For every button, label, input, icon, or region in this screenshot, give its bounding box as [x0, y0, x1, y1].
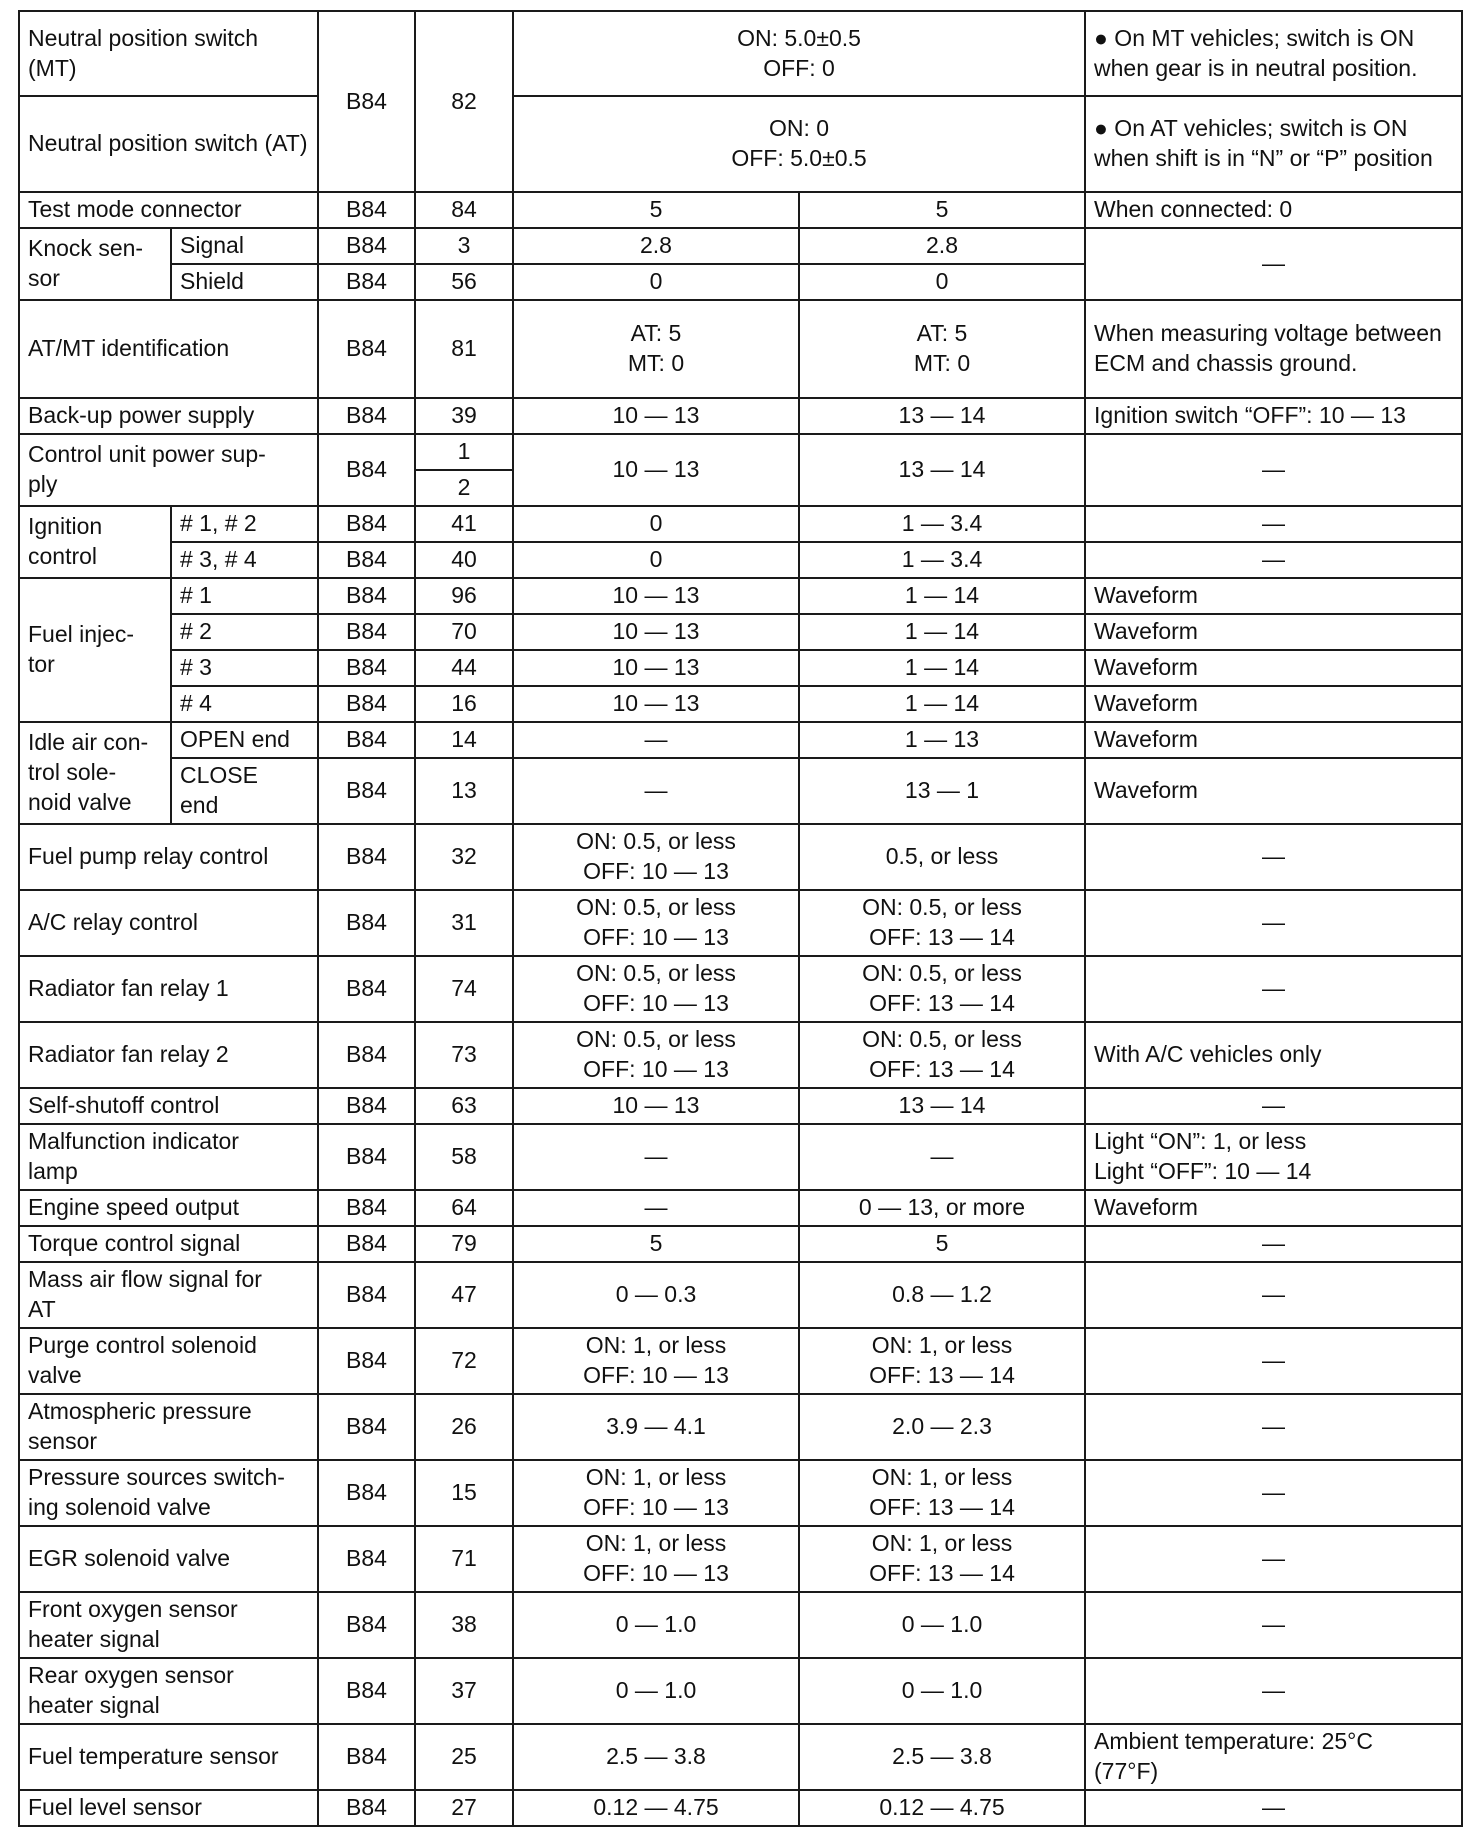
item-label: AT/MT identification: [19, 300, 318, 398]
table-row: [19, 228, 1462, 264]
note-cell: ● On MT vehicles; switch is ON when gear is in neutral position.: [1085, 11, 1462, 96]
table-row: [19, 1790, 1462, 1826]
voltage-cell: 0.12 — 4.75: [799, 1790, 1085, 1826]
table-row: [19, 578, 1462, 614]
note-cell: —: [1085, 506, 1462, 542]
table-row: [19, 434, 1462, 470]
note-cell: Waveform: [1085, 614, 1462, 650]
item-label: Test mode connector: [19, 192, 318, 228]
voltage-cell: 10 — 13: [513, 578, 799, 614]
voltage-cell: ON: 0.5, or less OFF: 10 — 13: [513, 956, 799, 1022]
item-label: Engine speed output: [19, 1190, 318, 1226]
table-row: [19, 1460, 1462, 1526]
connector-cell: B84: [318, 1226, 415, 1262]
table-row: [19, 1088, 1462, 1124]
voltage-cell: 0: [513, 542, 799, 578]
connector-cell: B84: [318, 614, 415, 650]
terminal-cell: 72: [415, 1328, 513, 1394]
connector-cell: B84: [318, 824, 415, 890]
note-cell: Waveform: [1085, 722, 1462, 758]
terminal-cell: 27: [415, 1790, 513, 1826]
item-label: Knock sen- sor: [19, 228, 171, 300]
sub-label: Shield: [171, 264, 318, 300]
note-cell: Light “ON”: 1, or less Light “OFF”: 10 — 14: [1085, 1124, 1462, 1190]
voltage-cell: 13 — 14: [799, 398, 1085, 434]
voltage-cell: ON: 1, or less OFF: 13 — 14: [799, 1460, 1085, 1526]
connector-cell: B84: [318, 228, 415, 264]
table-row: [19, 722, 1462, 758]
ecm-terminal-voltage-sheet: [18, 10, 1461, 1827]
connector-cell: B84: [318, 192, 415, 228]
note-cell: Waveform: [1085, 1190, 1462, 1226]
voltage-cell: ON: 0.5, or less OFF: 13 — 14: [799, 956, 1085, 1022]
connector-cell: B84: [318, 434, 415, 506]
terminal-cell: 2: [415, 470, 513, 506]
item-label: Ignition control: [19, 506, 171, 578]
voltage-cell: 2.5 — 3.8: [799, 1724, 1085, 1790]
note-cell: With A/C vehicles only: [1085, 1022, 1462, 1088]
connector-cell: B84: [318, 264, 415, 300]
item-label: Fuel level sensor: [19, 1790, 318, 1826]
item-label: Self-shutoff control: [19, 1088, 318, 1124]
table-row: [19, 1190, 1462, 1226]
voltage-cell: 0 — 0.3: [513, 1262, 799, 1328]
connector-cell: B84: [318, 1790, 415, 1826]
voltage-cell: ON: 5.0±0.5 OFF: 0: [513, 11, 1085, 96]
table-row: [19, 758, 1462, 824]
voltage-cell: ON: 0 OFF: 5.0±0.5: [513, 96, 1085, 192]
note-cell: —: [1085, 1394, 1462, 1460]
voltage-cell: 0.8 — 1.2: [799, 1262, 1085, 1328]
voltage-cell: 10 — 13: [513, 614, 799, 650]
terminal-cell: 82: [415, 11, 513, 192]
voltage-cell: 0 — 1.0: [799, 1658, 1085, 1724]
connector-cell: B84: [318, 1460, 415, 1526]
table-body: [19, 11, 1462, 1826]
table-row: [19, 1226, 1462, 1262]
connector-cell: B84: [318, 758, 415, 824]
table-row: [19, 1592, 1462, 1658]
table-row: [19, 300, 1462, 398]
table-row: [19, 686, 1462, 722]
voltage-cell: 5: [799, 192, 1085, 228]
voltage-cell: ON: 0.5, or less OFF: 13 — 14: [799, 1022, 1085, 1088]
terminal-cell: 79: [415, 1226, 513, 1262]
sub-label: # 3, # 4: [171, 542, 318, 578]
table-row: [19, 1724, 1462, 1790]
voltage-cell: 1 — 3.4: [799, 506, 1085, 542]
voltage-cell: ON: 1, or less OFF: 10 — 13: [513, 1460, 799, 1526]
terminal-cell: 58: [415, 1124, 513, 1190]
voltage-cell: 10 — 13: [513, 1088, 799, 1124]
table-row: [19, 192, 1462, 228]
terminal-cell: 84: [415, 192, 513, 228]
connector-cell: B84: [318, 300, 415, 398]
item-label: Fuel injec- tor: [19, 578, 171, 722]
terminal-cell: 37: [415, 1658, 513, 1724]
terminal-cell: 15: [415, 1460, 513, 1526]
sub-label: # 1, # 2: [171, 506, 318, 542]
item-label: Back-up power supply: [19, 398, 318, 434]
table-row: [19, 11, 1462, 96]
voltage-cell: 5: [513, 1226, 799, 1262]
voltage-cell: 1 — 14: [799, 650, 1085, 686]
connector-cell: B84: [318, 890, 415, 956]
voltage-cell: 0: [513, 506, 799, 542]
note-cell: —: [1085, 956, 1462, 1022]
connector-cell: B84: [318, 956, 415, 1022]
connector-cell: B84: [318, 1724, 415, 1790]
terminal-cell: 38: [415, 1592, 513, 1658]
item-label: Pressure sources switch- ing solenoid valve: [19, 1460, 318, 1526]
terminal-cell: 25: [415, 1724, 513, 1790]
voltage-cell: 0.5, or less: [799, 824, 1085, 890]
note-cell: —: [1085, 1592, 1462, 1658]
table-row: [19, 1328, 1462, 1394]
item-label: Atmospheric pressure sensor: [19, 1394, 318, 1460]
item-label: A/C relay control: [19, 890, 318, 956]
terminal-cell: 14: [415, 722, 513, 758]
sub-label: # 2: [171, 614, 318, 650]
note-cell: —: [1085, 434, 1462, 506]
table-row: [19, 1658, 1462, 1724]
table-row: [19, 1124, 1462, 1190]
item-label: Fuel pump relay control: [19, 824, 318, 890]
item-label: EGR solenoid valve: [19, 1526, 318, 1592]
voltage-cell: 10 — 13: [513, 398, 799, 434]
voltage-cell: ON: 0.5, or less OFF: 13 — 14: [799, 890, 1085, 956]
item-label: Front oxygen sensor heater signal: [19, 1592, 318, 1658]
terminal-cell: 74: [415, 956, 513, 1022]
table-row: [19, 542, 1462, 578]
voltage-cell: ON: 0.5, or less OFF: 10 — 13: [513, 890, 799, 956]
voltage-cell: 2.8: [799, 228, 1085, 264]
terminal-cell: 96: [415, 578, 513, 614]
voltage-cell: AT: 5 MT: 0: [513, 300, 799, 398]
connector-cell: B84: [318, 1190, 415, 1226]
item-label: Idle air con- trol sole- noid valve: [19, 722, 171, 824]
connector-cell: B84: [318, 1262, 415, 1328]
terminal-cell: 64: [415, 1190, 513, 1226]
item-label: Radiator fan relay 1: [19, 956, 318, 1022]
voltage-cell: 10 — 13: [513, 650, 799, 686]
item-label: Malfunction indicator lamp: [19, 1124, 318, 1190]
note-cell: —: [1085, 1088, 1462, 1124]
voltage-cell: 13 — 14: [799, 434, 1085, 506]
terminal-cell: 70: [415, 614, 513, 650]
voltage-cell: 0: [513, 264, 799, 300]
voltage-cell: ON: 0.5, or less OFF: 10 — 13: [513, 824, 799, 890]
connector-cell: B84: [318, 1022, 415, 1088]
voltage-cell: ON: 1, or less OFF: 13 — 14: [799, 1526, 1085, 1592]
note-cell: —: [1085, 1658, 1462, 1724]
table-row: [19, 1394, 1462, 1460]
sub-label: # 1: [171, 578, 318, 614]
terminal-cell: 63: [415, 1088, 513, 1124]
terminal-cell: 73: [415, 1022, 513, 1088]
terminal-cell: 40: [415, 542, 513, 578]
voltage-cell: ON: 1, or less OFF: 10 — 13: [513, 1328, 799, 1394]
terminal-cell: 16: [415, 686, 513, 722]
table-row: [19, 890, 1462, 956]
note-cell: Ambient temperature: 25°C (77°F): [1085, 1724, 1462, 1790]
voltage-cell: ON: 0.5, or less OFF: 10 — 13: [513, 1022, 799, 1088]
connector-cell: B84: [318, 578, 415, 614]
voltage-cell: ON: 1, or less OFF: 13 — 14: [799, 1328, 1085, 1394]
terminal-cell: 31: [415, 890, 513, 956]
voltage-cell: 3.9 — 4.1: [513, 1394, 799, 1460]
note-cell: ● On AT vehicles; switch is ON when shift is in “N” or “P” position: [1085, 96, 1462, 192]
item-label: Radiator fan relay 2: [19, 1022, 318, 1088]
item-label: Neutral position switch (MT): [19, 11, 318, 96]
note-cell: —: [1085, 1262, 1462, 1328]
terminal-cell: 26: [415, 1394, 513, 1460]
item-label: Purge control solenoid valve: [19, 1328, 318, 1394]
voltage-cell: 2.0 — 2.3: [799, 1394, 1085, 1460]
terminal-cell: 81: [415, 300, 513, 398]
voltage-cell: 13 — 14: [799, 1088, 1085, 1124]
table-row: [19, 96, 1462, 192]
voltage-cell: 2.8: [513, 228, 799, 264]
connector-cell: B84: [318, 686, 415, 722]
voltage-cell: —: [513, 1124, 799, 1190]
connector-cell: B84: [318, 1328, 415, 1394]
note-cell: When measuring voltage between ECM and chassis ground.: [1085, 300, 1462, 398]
note-cell: Waveform: [1085, 686, 1462, 722]
voltage-cell: 13 — 1: [799, 758, 1085, 824]
voltage-cell: 10 — 13: [513, 686, 799, 722]
voltage-cell: 2.5 — 3.8: [513, 1724, 799, 1790]
terminal-cell: 71: [415, 1526, 513, 1592]
voltage-cell: 1 — 3.4: [799, 542, 1085, 578]
note-cell: —: [1085, 824, 1462, 890]
voltage-cell: —: [799, 1124, 1085, 1190]
connector-cell: B84: [318, 650, 415, 686]
connector-cell: B84: [318, 1088, 415, 1124]
ecm-terminal-voltage-table: [18, 10, 1463, 1827]
table-row: [19, 650, 1462, 686]
note-cell: —: [1085, 1526, 1462, 1592]
note-cell: —: [1085, 1790, 1462, 1826]
voltage-cell: 10 — 13: [513, 434, 799, 506]
note-cell: —: [1085, 890, 1462, 956]
table-row: [19, 614, 1462, 650]
table-row: [19, 1022, 1462, 1088]
voltage-cell: —: [513, 722, 799, 758]
voltage-cell: 1 — 13: [799, 722, 1085, 758]
terminal-cell: 39: [415, 398, 513, 434]
table-row: [19, 1526, 1462, 1592]
connector-cell: B84: [318, 722, 415, 758]
connector-cell: B84: [318, 542, 415, 578]
table-row: [19, 956, 1462, 1022]
note-cell: Ignition switch “OFF”: 10 — 13: [1085, 398, 1462, 434]
connector-cell: B84: [318, 1394, 415, 1460]
sub-label: OPEN end: [171, 722, 318, 758]
voltage-cell: 0 — 1.0: [513, 1592, 799, 1658]
note-cell: —: [1085, 1226, 1462, 1262]
voltage-cell: 0 — 1.0: [799, 1592, 1085, 1658]
item-label: Torque control signal: [19, 1226, 318, 1262]
terminal-cell: 3: [415, 228, 513, 264]
table-row: [19, 506, 1462, 542]
sub-label: Signal: [171, 228, 318, 264]
voltage-cell: 0.12 — 4.75: [513, 1790, 799, 1826]
voltage-cell: 1 — 14: [799, 686, 1085, 722]
table-row: [19, 398, 1462, 434]
connector-cell: B84: [318, 506, 415, 542]
terminal-cell: 41: [415, 506, 513, 542]
item-label: Control unit power sup- ply: [19, 434, 318, 506]
connector-cell: B84: [318, 1658, 415, 1724]
terminal-cell: 56: [415, 264, 513, 300]
voltage-cell: —: [513, 758, 799, 824]
note-cell: —: [1085, 542, 1462, 578]
voltage-cell: 0 — 1.0: [513, 1658, 799, 1724]
sub-label: # 3: [171, 650, 318, 686]
note-cell: Waveform: [1085, 578, 1462, 614]
voltage-cell: 0: [799, 264, 1085, 300]
sub-label: CLOSE end: [171, 758, 318, 824]
note-cell: —: [1085, 228, 1462, 300]
voltage-cell: 1 — 14: [799, 578, 1085, 614]
table-row: [19, 1262, 1462, 1328]
voltage-cell: 5: [513, 192, 799, 228]
item-label: Rear oxygen sensor heater signal: [19, 1658, 318, 1724]
voltage-cell: ON: 1, or less OFF: 10 — 13: [513, 1526, 799, 1592]
connector-cell: B84: [318, 1526, 415, 1592]
note-cell: Waveform: [1085, 650, 1462, 686]
voltage-cell: AT: 5 MT: 0: [799, 300, 1085, 398]
terminal-cell: 1: [415, 434, 513, 470]
connector-cell: B84: [318, 398, 415, 434]
voltage-cell: 0 — 13, or more: [799, 1190, 1085, 1226]
voltage-cell: —: [513, 1190, 799, 1226]
connector-cell: B84: [318, 1124, 415, 1190]
note-cell: —: [1085, 1460, 1462, 1526]
note-cell: —: [1085, 1328, 1462, 1394]
voltage-cell: 5: [799, 1226, 1085, 1262]
note-cell: Waveform: [1085, 758, 1462, 824]
item-label: Fuel temperature sensor: [19, 1724, 318, 1790]
connector-cell: B84: [318, 11, 415, 192]
item-label: Neutral position switch (AT): [19, 96, 318, 192]
terminal-cell: 47: [415, 1262, 513, 1328]
connector-cell: B84: [318, 1592, 415, 1658]
table-row: [19, 824, 1462, 890]
terminal-cell: 32: [415, 824, 513, 890]
item-label: Mass air flow signal for AT: [19, 1262, 318, 1328]
note-cell: When connected: 0: [1085, 192, 1462, 228]
terminal-cell: 44: [415, 650, 513, 686]
sub-label: # 4: [171, 686, 318, 722]
terminal-cell: 13: [415, 758, 513, 824]
voltage-cell: 1 — 14: [799, 614, 1085, 650]
